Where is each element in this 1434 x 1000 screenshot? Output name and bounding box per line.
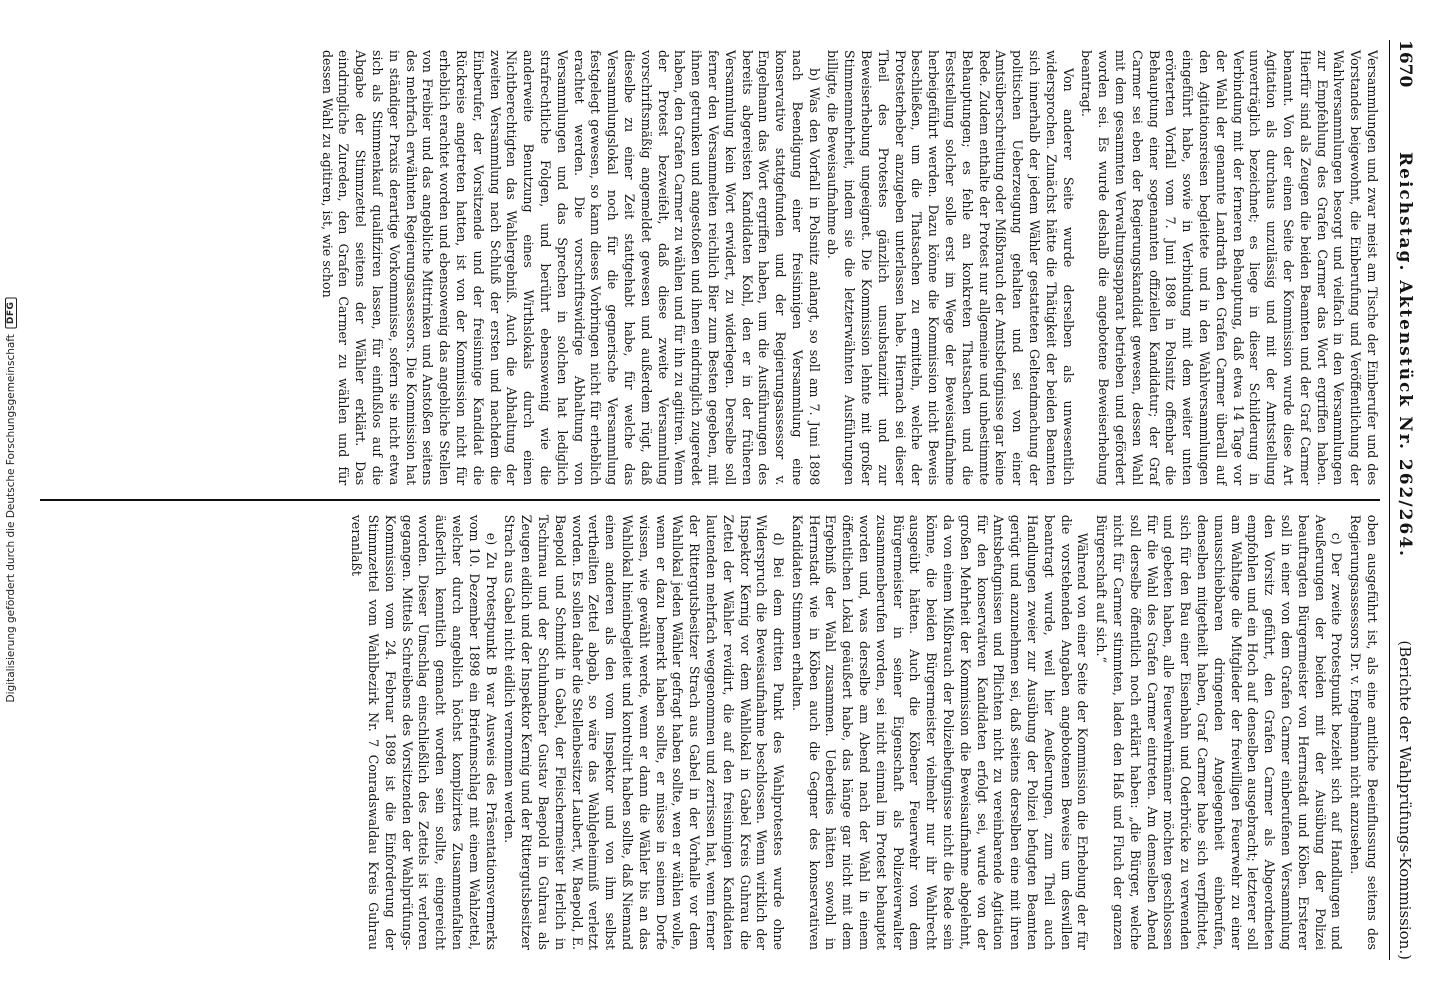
left-column: [40, 40, 1380, 495]
page-header: [1389, 40, 1420, 960]
document-page: [40, 40, 1420, 960]
dfg-logo: DFG: [5, 298, 17, 329]
text-columns: [40, 40, 1380, 960]
right-column: [40, 505, 1380, 960]
paragraph: b) Was den Vorfall in Polsnitz anlangt, so soll am 7. Juni 1898 nach Beendigung einer freisinnigen Versammlung eine konservative stattgefunden und der Regierungsassessor v. Engelmann das Wort ergriffen haben, um die Ausführungen des bereits abgereisten Kandidaten Kohl, den er in der früheren Versammlung kein Wort erwidert, zu widerlegen. Derselbe soll ferner den Versammelten reichlich Bier zum Besten gegeben, mit ihnen getrunken und angestoßen und ihnen eindringlich zugeredet haben, den Grafen Carmer zu wählen und für ihn zu agitiren. Wenn der Protest bezweifelt, daß diese zweite Versammlung vorschriftsmäßig angemeldet gewesen und außerdem rügt, daß dieselbe zu einer Zeit stattgehabt habe, für welche das Versammlungslokal noch für die gegnerische Versammlung festgelegt gewesen, so kann dieses Vorbringen nicht für erheblich erachtet werden. Die vorschriftswidrige Abhaltung von Versammlungen und das Sprechen in solchen hat lediglich strafrechtliche Folgen, und berührt ebensowenig wie die anderweite Benutzung eines Wirthslokals durch einen Nichtberechtigten das Wahlergebniß. Auch die Abhaltung der zweiten Versammlung nach Schluß der ersten und nachdem die Einberufer, der Vorsitzende und der freisinnige Kandidat die Rückreise angetreten hatten, ist von der Kommission nicht für erheblich erachtet worden und ebensowenig das angebliche Stellen von Freibier und das angebliche Mittrinken und Anstoßen seitens des mehrfach erwähnten Regierungsassessors. Die Kommission hat in ständiger Praxis derartige Vorkommnisse, sofern sie nicht etwa sich als Stimmenkauf qualifiziren lassen, für einflußlos auf die Abgabe der Stimmzettel seitens der Wähler erklärt. Das eindringliche Zureden, den Grafen Carmer zu wählen und für dessen Wahl zu agitiren, ist, wie schon: [319, 50, 822, 486]
paragraph: Versammlungen und zwar meist am Tische der Einberufer und des Vorstandes beigewohnt, die Einberufung und Veröffentlichung der Wahlversammlungen besorgt und vielfach in den Versammlungen zur Empfehlung des Grafen Carmer das Wort ergriffen haben. Hierfür sind als Zeugen die beiden Beamten und der Graf Carmer benannt. Von der einen Seite der Kommission wurde diese Art Agitation als durchaus unzulässig und mit der Amtsstellung unverträglich bezeichnet; es liege in dieser Schilderung in Verbindung mit der ferneren Behauptung, daß etwa 14 Tage vor der Wahl der genannte Landrath den Grafen Carmer überall auf den Agitationsreisen begleitete und in den Wahlversammlungen eingeführt habe, sowie in Verbindung mit dem weiter unten erörterten Vorfall vom 7. Juni 1898 in Polsnitz offenbar die Behauptung einer sogenannten offiziellen Kandidatur; der Graf Carmer sei eben der Regierungskandidat gewesen, dessen Wahl mit dem gesammten Verwaltungsapparat betrieben und gefördert worden sei. Es wurde deshalb die angebotene Beweiserhebung beantragt.: [1079, 50, 1380, 486]
column-divider: [40, 499, 1380, 501]
digitization-notice-text: Digitalisierung gefördert durch die Deutsche Forschungsgemeinschaft: [5, 334, 17, 703]
paragraph: Während von einer Seite der Kommission die Erhebung der für die vorstehenden Angaben angebotenen Beweise um deswillen beantragt wurde, weil hier Aeußerungen, zum Theil auch Handlungen zweier zur Ausübung der Polizei befugten Beamten gerügt und anzunehmen sei, daß seitens derselben eine mit ihren Amtsbefugnissen und Pflichten nicht zu vereinbarende Agitation für den konservativen Kandidaten erfolgt sei, wurde von der großen Mehrheit der Kommission die Beweisaufnahme abgelehnt, da von einem Mißbrauch der Polizeibefugnisse nicht die Rede sein könne, die beiden Bürgermeister vielmehr nur ihr Wahlrecht ausgeübt hätten. Auch die Köbener Feuerwehr von dem Bürgermeister in seiner Eigenschaft als Polizeiverwalter zusammenberufen worden, sei nicht einmal im Protest behauptet worden und, was derselbe am Abend nach der Wahl in einem öffentlichen Lokal geäußert habe, das hänge gar nicht mit dem Ergebniß der Wahl zusammen. Ueberdies hätten sowohl in Herrnstadt wie in Köben auch die Gegner des konservativen Kandidaten Stimmen erhalten.: [789, 514, 1091, 950]
section-title: (Berichte der Wahlprüfungs-Kommission.): [1396, 640, 1414, 960]
paragraph: e) Zu Protestpunkt B war Ausweis des Präsentationsvermerks vom 10. Dezember 1898 ein Briefumschlag mit einem Wahlzettel, welcher durch angeblich höchst komplizirtes Zusammenfalten äußerlich kenntlich gemacht worden sein sollte, eingereicht worden. Dieser Umschlag einschließlich des Zettels ist verloren gegangen. Mittels Schreibens des Vorsitzenden der Wahlprüfungs-Kommission vom 24. Februar 1898 ist die Einforderung der Stimmzettel vom Wahlbezirk Nr. 7 Conradswaldau Kreis Guhrau veranlaßt: [349, 514, 499, 950]
digitization-notice: [0, 0, 22, 1000]
paragraph: oben ausgeführt ist, als eine amtliche Beeinflussung seitens des Regierungsassessors Dr. v. Engelmann nicht anzusehen.: [1348, 514, 1380, 950]
paragraph: Von anderer Seite wurde derselben als unwesentlich widersprochen. Zunächst hätte die Thätigkeit der beiden Beamten sich innerhalb der jedem Wähler gestatteten Geltendmachung der politischen Ueberzeugung gehalten und sei von einer Amtsüberschreitung oder Mißbrauch der Amtsbefugnisse gar keine Rede. Zudem enthalte der Protest nur allgemeine und unbestimmte Behauptungen; es fehle an konkreten Thatsachen und die Feststellung solcher solle erst im Wege der Beweisaufnahme herbeigeführt werden. Dazu könne die Kommission nicht Beweis beschließen, um die Thatsachen zu ermitteln, welche der Protesterheber anzugeben unterlassen habe. Hiernach sei dieser Theil des Protestes gänzlich unsubstanziirt und zur Beweiserhebung ungeeignet. Die Kommission lehnte mit großer Stimmenmehrheit, indem sie die letzterwähnten Ausführungen billigte, die Beweisaufnahme ab.: [825, 50, 1076, 486]
rotated-page-content: [40, 40, 1420, 960]
paragraph: c) Der zweite Protestpunkt bezieht sich auf Handlungen und Aeußerungen der beiden mit der Ausübung der Polizei beauftragten Bürgermeister von Herrnstadt und Köben. Ersterer soll in einer von dem Grafen Carmer einberufenen Versammlung den Vorsitz geführt, den Grafen Carmer als Abgeordneten empfohlen und ein Hoch auf denselben ausgebracht; letzterer soll am Wahltage die Mitglieder der freiwilligen Feuerwehr zu einer unausschiebbaren dringenden Angelegenheit einberufen, denselben mitgetheilt haben, Graf Carmer habe sich verpflichtet, sich für den Bau einer Eisenbahn und Oderbrücke zu verwenden und gebeten haben, alle Feuerwehrmänner möchten geschlossen für die Wahl des Grafen Carmer eintreten. Am demselben Abend soll derselbe öffentlich noch erklärt haben: „die Bürger, welche nicht für Carmer stimmten, laden den Haß und Fluch der ganzen Bürgerschaft auf sich.“: [1094, 514, 1345, 950]
paragraph: d) Bei dem dritten Punkt des Wahlprotestes wurde ohne Widerspruch die Beweisaufnahme beschlossen. Wenn wirklich der Inspektor Kernig vor dem Wahllokal in Gabel Kreis Guhrau die Zettel der Wähler revidirt, die auf den freisinnigen Kandidaten lautenden mehrfach weggenommen und zerrissen hat, wenn ferner der Rittergutsbesitzer Strach aus Gabel in der Vorhalle vor dem Wahllokal jeden Wähler gefragt haben sollte, wen er wählen wolle, wenn er dazu bemerkt haben sollte, er müsse in seinem Dorfe wissen, wie gewählt werde, wenn er dann die Wähler bis an das Wahllokal hineinbegleitet und kontrolirt haben sollte, daß Niemand einen anderen als den vom Inspektor und von ihm selbst vertheilten Zettel abgab, so wäre das Wahlgeheimniß verletzt worden. Es sollen daher die Stellenbesitzer Laubert, W. Baepold, E. Baepold und Schmidt in Gabel, der Fleischermeister Herlich in Tschirnau und der Schuhmacher Gustav Baepold in Guhrau als Zeugen eidlich und der Inspektor Kernig und der Rittergutsbesitzer Strach aus Gabel nicht eidlich vernommen werden.: [502, 514, 787, 950]
page-title: Reichstag. Aktenstück Nr. 262/264.: [1395, 152, 1415, 558]
page-number: 1670: [1395, 40, 1415, 88]
